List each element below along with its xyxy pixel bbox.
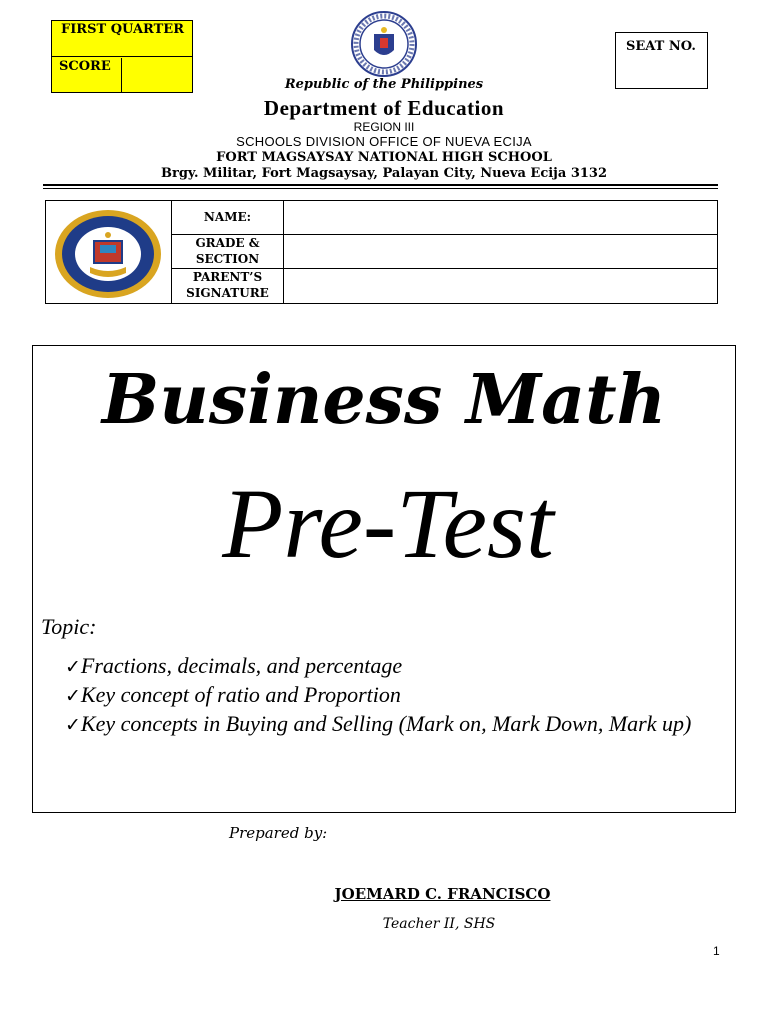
score-label: SCORE — [52, 58, 122, 92]
teacher-name: JOEMARD C. FRANCISCO — [334, 885, 551, 903]
department-title: Department of Education — [263, 96, 505, 120]
grade-section-label: GRADE & SECTION — [172, 235, 284, 268]
parent-signature-field[interactable] — [285, 269, 717, 303]
school-logo-cell — [46, 201, 172, 303]
school-logo-icon — [54, 209, 162, 299]
name-label: NAME: — [172, 201, 284, 234]
topic-item: ✓Fractions, decimals, and percentage — [65, 653, 403, 678]
deped-seal-icon — [350, 10, 418, 78]
test-type-title: Pre-Test — [222, 468, 554, 579]
seat-label: SEAT NO. — [626, 39, 696, 54]
subject-title: Business Math — [101, 360, 667, 440]
teacher-position: Teacher II, SHS — [382, 916, 496, 932]
grade-section-field[interactable] — [285, 235, 717, 268]
checkmark-icon: ✓ — [65, 714, 81, 736]
student-info-table — [45, 200, 718, 304]
prepared-by-label: Prepared by: — [229, 824, 328, 842]
page-number: 1 — [713, 944, 720, 958]
name-field[interactable] — [285, 201, 717, 234]
topic-label: Topic: — [41, 614, 97, 639]
republic-line: Republic of the Philippines — [284, 77, 484, 92]
division-line: SCHOOLS DIVISION OFFICE OF NUEVA ECIJA — [236, 134, 532, 149]
test-title-box — [32, 345, 736, 813]
school-address: Brgy. Militar, Fort Magsaysay, Palayan City, Nueva Ecija 3132 — [160, 166, 608, 181]
checkmark-icon: ✓ — [65, 685, 81, 707]
topic-item: ✓Key concept of ratio and Proportion — [65, 682, 401, 707]
header-rule-thick — [43, 184, 718, 186]
header-rule-thin — [43, 188, 718, 189]
parent-signature-label: PARENT’S SIGNATURE — [172, 269, 284, 303]
topic-item: ✓Key concepts in Buying and Selling (Mark on, Mark Down, Mark up) — [65, 711, 692, 736]
region-line: REGION III — [353, 120, 415, 134]
school-name: FORT MAGSAYSAY NATIONAL HIGH SCHOOL — [216, 150, 552, 165]
checkmark-icon: ✓ — [65, 656, 81, 678]
quarter-label: FIRST QUARTER — [52, 21, 192, 57]
